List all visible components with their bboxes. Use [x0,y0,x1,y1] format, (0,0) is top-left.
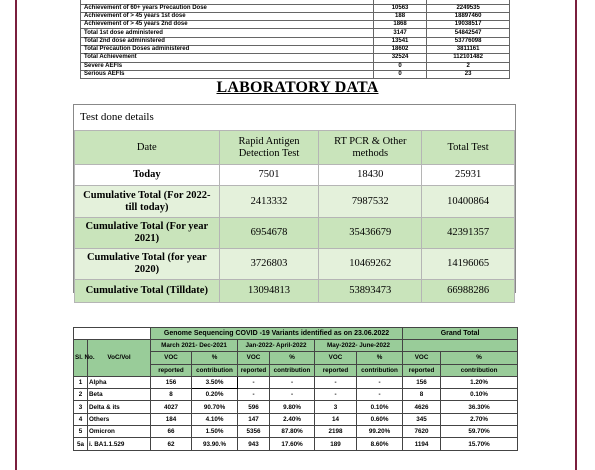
genome-subheader-voc: VOC [315,352,357,364]
genome-cell: 8 [151,389,192,401]
test-done-details-label: Test done details [80,111,154,123]
genome-cell: - [270,376,315,388]
genome-sl: 4 [74,413,88,425]
genome-row [74,401,518,413]
genome-cell: 184 [151,413,192,425]
genome-cell: 147 [238,413,270,425]
genome-cell: - [238,389,270,401]
genome-cell: 1.50% [192,426,238,438]
genome-cell: 4027 [151,401,192,413]
lab-header-rat: Rapid Antigen Detection Test [219,131,319,165]
genome-cell: 14 [315,413,357,425]
genome-cell: 17.60% [270,438,315,450]
vaccination-value-cumulative: 54842547 [427,29,510,37]
genome-cell: 2.70% [441,413,518,425]
genome-sl: 5 [74,426,88,438]
lab-cell-rtpcr: 18430 [319,165,422,186]
genome-subheader-reported: reported [151,364,192,376]
genome-sequencing-table [73,327,518,451]
lab-cell-rtpcr: 53893473 [319,280,422,303]
laboratory-data-title: LABORATORY DATA [216,79,379,96]
page-border-right [575,0,577,470]
genome-subheader-voc: VOC [238,352,270,364]
laboratory-data-panel [73,104,516,296]
lab-cell-total: 25931 [422,165,515,186]
genome-row [74,438,518,450]
lab-cell-rtpcr: 7987532 [319,186,422,218]
vaccination-value-today: 18602 [373,45,426,53]
genome-cell: 3.50% [192,376,238,388]
genome-variant-name: Delta & its [88,401,151,413]
genome-cell: - [315,389,357,401]
vaccination-value-cumulative: 23 [427,70,510,78]
genome-subheader-pct: % [192,352,238,364]
vaccination-row [81,21,510,29]
lab-cell-total: 14196065 [422,249,515,280]
genome-variant-name: Beta [88,389,151,401]
lab-cell-total: 10400864 [422,186,515,218]
vaccination-value-today: 10563 [373,4,426,12]
genome-subheader-voc: VOC [151,352,192,364]
genome-cell: 15.70% [441,438,518,450]
lab-cell-rat: 13094813 [219,280,319,303]
lab-row-label: Cumulative Total (For 2022- till today) [75,186,220,218]
vaccination-label: Total 1st dose administered [81,29,374,37]
genome-sl: 3 [74,401,88,413]
vaccination-value-today: 1868 [373,21,426,29]
genome-cell: - [270,389,315,401]
genome-grand-total-header: Grand Total [403,328,518,340]
vaccination-value-today: 0 [373,70,426,78]
vaccination-label: Serious AEFIs [81,70,374,78]
genome-sl-header: Sl. No. [74,340,88,377]
vaccination-value-cumulative: 2249535 [427,4,510,12]
lab-cell-rtpcr: 10469262 [319,249,422,280]
vaccination-row [81,4,510,12]
genome-cell: 2198 [315,426,357,438]
genome-subheader-contribution: contribution [357,364,403,376]
genome-cell: 87.80% [270,426,315,438]
vaccination-row [81,37,510,45]
lab-header-row [75,131,515,165]
lab-cell-rat: 2413332 [219,186,319,218]
genome-row [74,426,518,438]
lab-row [75,186,515,218]
vaccination-value-cumulative: 112101482 [427,54,510,62]
genome-title: Genome Sequencing COVID -19 Variants identified as on 23.06.2022 [151,328,403,340]
vaccination-value-cumulative: 2 [427,62,510,70]
lab-row-label: Cumulative Total (For year 2021) [75,218,220,249]
lab-row [75,165,515,186]
genome-title-row [74,328,518,340]
lab-row-label: Cumulative Total (for year 2020) [75,249,220,280]
vaccination-label: Total Precaution Doses administered [81,45,374,53]
vaccination-label: Total 2nd dose administered [81,37,374,45]
genome-sl: 1 [74,376,88,388]
vaccination-value-cumulative: 3811161 [427,45,510,53]
vaccination-value-cumulative: 19038517 [427,21,510,29]
lab-row [75,249,515,280]
genome-variant-name: i. BA1.1.529 [88,438,151,450]
vaccination-row [81,12,510,20]
genome-subheader-pct: % [357,352,403,364]
genome-cell: 8.60% [357,438,403,450]
vaccination-row [81,54,510,62]
lab-cell-rat: 6954678 [219,218,319,249]
lab-row-label: Cumulative Total (Tilldate) [75,280,220,303]
vaccination-label: Achievement of > 45 years 2nd dose [81,21,374,29]
lab-row [75,280,515,303]
vaccination-label: Severe AEFIs [81,62,374,70]
genome-cell: 66 [151,426,192,438]
genome-cell: 345 [403,413,441,425]
genome-period-3: May-2022- June-2022 [315,340,403,352]
lab-cell-rtpcr: 35436679 [319,218,422,249]
genome-cell: 0.10% [357,401,403,413]
vaccination-value-today: 32524 [373,54,426,62]
genome-subheader-reported: reported [238,364,270,376]
lab-cell-total: 66988286 [422,280,515,303]
genome-cell: 0.10% [441,389,518,401]
genome-cell: 943 [238,438,270,450]
vaccination-value-today: 13541 [373,37,426,45]
vaccination-row [81,45,510,53]
genome-cell: 156 [151,376,192,388]
genome-variant-name: Alpha [88,376,151,388]
genome-cell: 2.40% [270,413,315,425]
genome-cell: 36.30% [441,401,518,413]
vaccination-value-today: 3147 [373,29,426,37]
vaccination-value-cumulative: 18897460 [427,12,510,20]
lab-row-label: Today [75,165,220,186]
genome-cell: 4626 [403,401,441,413]
genome-period-1: March 2021- Dec-2021 [151,340,238,352]
genome-cell: 4.10% [192,413,238,425]
page-border-left [15,0,17,470]
genome-sl: 2 [74,389,88,401]
genome-subheader-pct: % [441,352,518,364]
vaccination-label: Achievement of > 45 years 1st dose [81,12,374,20]
vaccination-row [81,62,510,70]
genome-grand-total-blank [403,340,518,352]
genome-variant-name: Others [88,413,151,425]
lab-row [75,218,515,249]
genome-voc-header: VoC/VoI [88,340,151,377]
vaccination-label: Achievement of 60+ years Precaution Dose [81,4,374,12]
genome-cell: 1194 [403,438,441,450]
genome-variant-name: Omicron [88,426,151,438]
genome-cell: 99.20% [357,426,403,438]
lab-cell-total: 42391357 [422,218,515,249]
vaccination-row [81,70,510,78]
genome-cell: 5356 [238,426,270,438]
genome-subheader-contribution: contribution [192,364,238,376]
genome-cell: 7620 [403,426,441,438]
genome-cell: - [238,376,270,388]
vaccination-row [81,29,510,37]
genome-cell: - [315,376,357,388]
genome-cell: - [357,376,403,388]
lab-cell-rat: 3726803 [219,249,319,280]
genome-subheader-pct: % [270,352,315,364]
genome-title-blank [74,328,151,340]
genome-cell: 9.80% [270,401,315,413]
laboratory-test-table [74,130,515,303]
vaccination-label: Total Achievement [81,54,374,62]
lab-header-total: Total Test [422,131,515,165]
genome-subheader-contribution: contribution [441,364,518,376]
genome-subheader-reported: reported [403,364,441,376]
genome-cell: 156 [403,376,441,388]
vaccination-value-cumulative: 53776098 [427,37,510,45]
genome-cell: 59.70% [441,426,518,438]
genome-cell: 90.70% [192,401,238,413]
genome-cell: 0.60% [357,413,403,425]
genome-cell: 1.20% [441,376,518,388]
genome-period-row [74,340,518,352]
genome-cell: 3 [315,401,357,413]
genome-subheader-contribution: contribution [270,364,315,376]
genome-cell: 93.90.% [192,438,238,450]
genome-subheader-voc: VOC [403,352,441,364]
vaccination-value-today: 188 [373,12,426,20]
genome-row [74,413,518,425]
lab-header-date: Date [75,131,220,165]
genome-cell: 0.20% [192,389,238,401]
genome-cell: 189 [315,438,357,450]
genome-cell: - [357,389,403,401]
genome-period-2: Jan-2022- April-2022 [238,340,315,352]
vaccination-value-today: 0 [373,62,426,70]
genome-row [74,376,518,388]
lab-cell-rat: 7501 [219,165,319,186]
lab-header-rtpcr: RT PCR & Other methods [319,131,422,165]
genome-cell: 8 [403,389,441,401]
genome-cell: 596 [238,401,270,413]
genome-sl: 5a [74,438,88,450]
genome-row [74,389,518,401]
vaccination-summary-table [80,0,510,79]
genome-cell: 62 [151,438,192,450]
genome-subheader-reported: reported [315,364,357,376]
